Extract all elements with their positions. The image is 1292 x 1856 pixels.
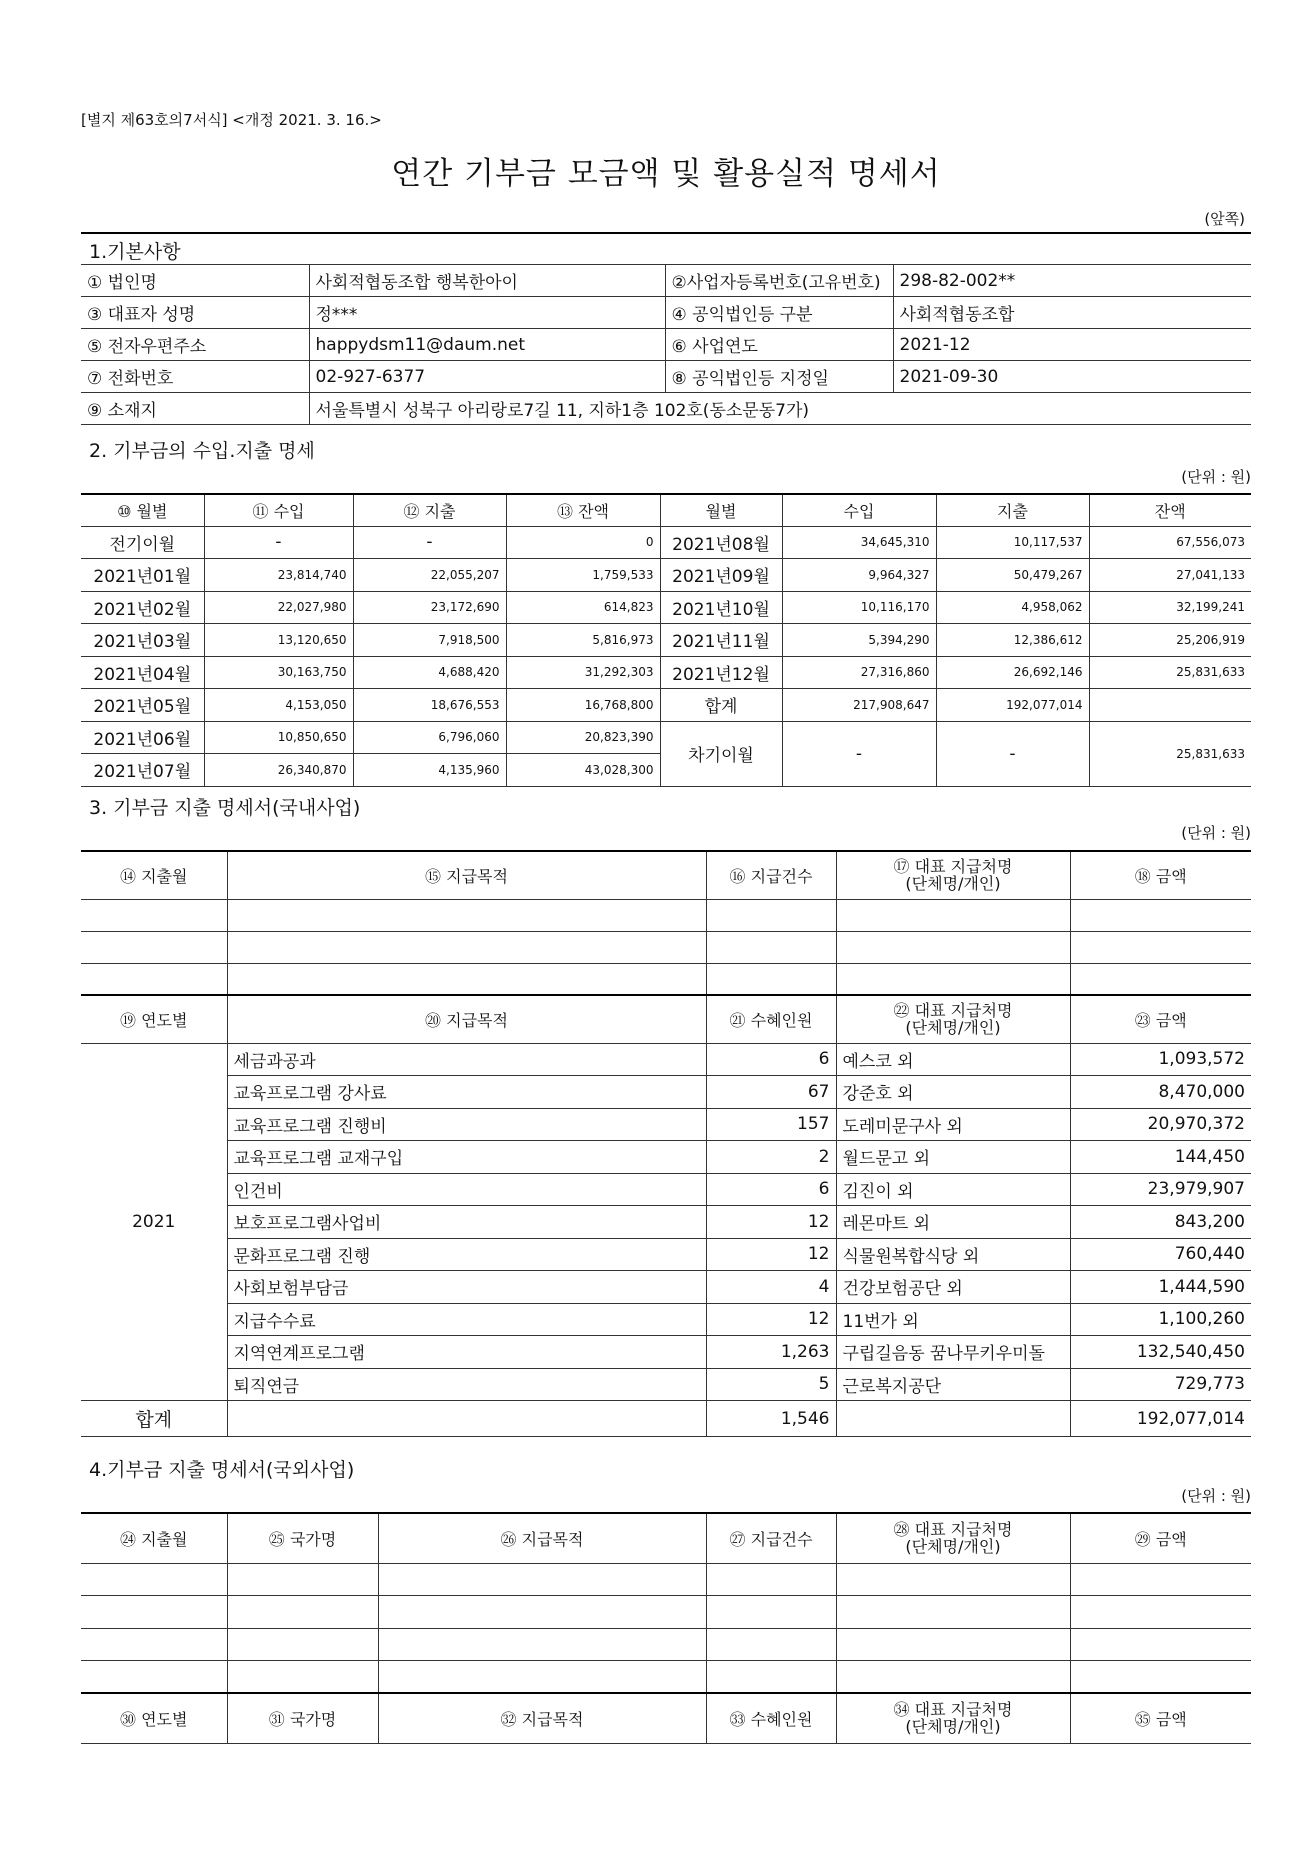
side-label: (앞쪽): [1204, 210, 1245, 228]
column-header: ⑭ 지출월: [81, 851, 227, 899]
purpose-cell: 지역연계프로그램: [227, 1336, 706, 1369]
header-line: ㉘ 대표 지급처명: [893, 1520, 1013, 1540]
empty-cell: [836, 899, 1070, 931]
balance-cell: 25,206,919: [1089, 624, 1251, 657]
basic-info-table: [81, 264, 1251, 425]
empty-cell: [81, 1628, 227, 1661]
balance-cell: 25,831,633: [1089, 656, 1251, 689]
income-cell: 10,850,650: [204, 721, 353, 754]
field-label: ④ 공익법인등 구분: [665, 297, 893, 329]
month-cell: 2021년06월: [81, 721, 204, 754]
month-cell: 2021년07월: [81, 754, 204, 787]
balance-cell: 1,759,533: [506, 559, 660, 592]
field-label: ③ 대표자 성명: [81, 297, 309, 329]
header-line: (단체명/개인): [905, 1018, 1001, 1038]
column-header: [836, 851, 1070, 899]
expense-cell: 192,077,014: [936, 689, 1089, 722]
payee-cell: 건강보험공단 외: [836, 1271, 1070, 1304]
month-cell: 2021년03월: [81, 624, 204, 657]
column-header: ㉜ 지급목적: [378, 1693, 706, 1743]
column-header: ⑯ 지급건수: [706, 851, 836, 899]
amount-cell: 843,200: [1070, 1206, 1251, 1239]
total-row: [81, 1401, 1251, 1437]
balance-cell: 67,556,073: [1089, 526, 1251, 559]
table-row: [81, 1173, 1251, 1206]
income-cell: 5,394,290: [782, 624, 936, 657]
column-header: ㉑ 수혜인원: [706, 995, 836, 1043]
amount-cell: 20,970,372: [1070, 1108, 1251, 1141]
month-cell: 2021년09월: [660, 559, 782, 592]
expense-cell: -: [353, 526, 506, 559]
empty-cell: [1070, 1596, 1251, 1629]
empty-cell: [1070, 931, 1251, 963]
expense-cell: 12,386,612: [936, 624, 1089, 657]
header-line: ㉞ 대표 지급처명: [893, 1700, 1013, 1720]
empty-row: [81, 1596, 1251, 1629]
month-cell: 2021년12월: [660, 656, 782, 689]
column-header: 잔액: [1089, 494, 1251, 526]
column-header: ⑲ 연도별: [81, 995, 227, 1043]
count-cell: 12: [706, 1206, 836, 1239]
header-row: [81, 995, 1251, 1043]
income-cell: 22,027,980: [204, 591, 353, 624]
empty-row: [81, 1628, 1251, 1661]
header-line: (단체명/개인): [905, 874, 1001, 894]
count-cell: 4: [706, 1271, 836, 1304]
table-row: [81, 1141, 1251, 1174]
income-cell: 10,116,170: [782, 591, 936, 624]
empty-row: [81, 1661, 1251, 1694]
expense-cell: 4,958,062: [936, 591, 1089, 624]
empty-cell: [1070, 1563, 1251, 1596]
empty-cell: [227, 1563, 378, 1596]
field-value: 사회적협동조합: [893, 297, 1251, 329]
empty-cell: [706, 1563, 836, 1596]
column-header: ㉚ 연도별: [81, 1693, 227, 1743]
empty-row: [81, 1563, 1251, 1596]
payee-cell: 11번가 외: [836, 1303, 1070, 1336]
empty-cell: [378, 1661, 706, 1694]
count-cell: 12: [706, 1238, 836, 1271]
header-row: [81, 494, 1251, 526]
table-row: [81, 559, 1251, 592]
empty-cell: [706, 931, 836, 963]
section-4-unit: (단위 : 원): [1181, 1487, 1251, 1505]
table-row: [81, 265, 1251, 297]
count-cell: 5: [706, 1368, 836, 1401]
column-header: [836, 1693, 1070, 1743]
empty-cell: [706, 899, 836, 931]
amount-cell: 132,540,450: [1070, 1336, 1251, 1369]
field-value: 298-82-002**: [893, 265, 1251, 297]
carry-expense-cell: -: [936, 721, 1089, 786]
payee-cell: 김진이 외: [836, 1173, 1070, 1206]
empty-cell: [1070, 1628, 1251, 1661]
empty-cell: [836, 931, 1070, 963]
empty-row: [81, 963, 1251, 995]
balance-cell: 5,816,973: [506, 624, 660, 657]
balance-cell: 31,292,303: [506, 656, 660, 689]
table-row: [81, 1043, 1251, 1076]
overseas-expense-table: [81, 1512, 1251, 1744]
table-row: [81, 393, 1251, 425]
month-cell: 2021년10월: [660, 591, 782, 624]
month-cell: 합계: [660, 689, 782, 722]
section-2-unit: (단위 : 원): [1181, 468, 1251, 486]
column-header: [836, 995, 1070, 1043]
income-cell: 23,814,740: [204, 559, 353, 592]
balance-cell: 27,041,133: [1089, 559, 1251, 592]
amount-cell: 23,979,907: [1070, 1173, 1251, 1206]
section-2-title: 2. 기부금의 수입.지출 명세: [89, 440, 315, 462]
empty-cell: [1070, 899, 1251, 931]
empty-cell: [227, 1661, 378, 1694]
payee-cell: 도레미문구사 외: [836, 1108, 1070, 1141]
balance-cell: 0: [506, 526, 660, 559]
field-value: happydsm11@daum.net: [309, 329, 665, 361]
empty-cell: [706, 1628, 836, 1661]
section-1-rule: [81, 232, 1251, 234]
amount-cell: 1,444,590: [1070, 1271, 1251, 1304]
header-line: ㉒ 대표 지급처명: [893, 1001, 1013, 1021]
table-row: [81, 297, 1251, 329]
column-header: ⑳ 지급목적: [227, 995, 706, 1043]
field-label: ⑦ 전화번호: [81, 361, 309, 393]
purpose-cell: 교육프로그램 진행비: [227, 1108, 706, 1141]
income-cell: 217,908,647: [782, 689, 936, 722]
header-row: [81, 851, 1251, 899]
empty-cell: [227, 931, 706, 963]
column-header: ㉗ 지급건수: [706, 1513, 836, 1563]
count-cell: 6: [706, 1173, 836, 1206]
table-row: [81, 1238, 1251, 1271]
count-cell: 67: [706, 1076, 836, 1109]
income-cell: 4,153,050: [204, 689, 353, 722]
column-header: ㉔ 지출월: [81, 1513, 227, 1563]
purpose-cell: 지급수수료: [227, 1303, 706, 1336]
field-label: ⑧ 공익법인등 지정일: [665, 361, 893, 393]
payee-cell: 근로복지공단: [836, 1368, 1070, 1401]
empty-cell: [836, 1596, 1070, 1629]
empty-cell: [1070, 1661, 1251, 1694]
empty-cell: [81, 1596, 227, 1629]
purpose-cell: 문화프로그램 진행: [227, 1238, 706, 1271]
column-header: 월별: [660, 494, 782, 526]
carry-income-cell: -: [782, 721, 936, 786]
payee-cell: 레몬마트 외: [836, 1206, 1070, 1239]
expense-cell: 4,688,420: [353, 656, 506, 689]
expense-cell: 26,692,146: [936, 656, 1089, 689]
column-header: ⑫ 지출: [353, 494, 506, 526]
empty-cell: [227, 1596, 378, 1629]
purpose-cell: 인건비: [227, 1173, 706, 1206]
month-cell: 2021년05월: [81, 689, 204, 722]
amount-cell: 8,470,000: [1070, 1076, 1251, 1109]
year-cell: 2021: [81, 1043, 227, 1401]
expense-cell: 10,117,537: [936, 526, 1089, 559]
domestic-expense-table: [81, 850, 1251, 1437]
amount-cell: 144,450: [1070, 1141, 1251, 1174]
column-header: ⑩ 월별: [81, 494, 204, 526]
table-row: [81, 1368, 1251, 1401]
payee-cell: 식물원복합식당 외: [836, 1238, 1070, 1271]
purpose-cell: 사회보험부담금: [227, 1271, 706, 1304]
balance-cell: 614,823: [506, 591, 660, 624]
empty-cell: [836, 1661, 1070, 1694]
expense-cell: 7,918,500: [353, 624, 506, 657]
header-line: (단체명/개인): [905, 1537, 1001, 1557]
form-note: [별지 제63호의7서식] <개정 2021. 3. 16.>: [81, 111, 382, 129]
empty-row: [81, 931, 1251, 963]
empty-cell: [81, 1563, 227, 1596]
field-value: 02-927-6377: [309, 361, 665, 393]
empty-cell: [81, 963, 227, 995]
count-cell: 12: [706, 1303, 836, 1336]
month-cell: 2021년04월: [81, 656, 204, 689]
purpose-cell: 교육프로그램 교재구입: [227, 1141, 706, 1174]
amount-cell: 1,093,572: [1070, 1043, 1251, 1076]
column-header: ⑪ 수입: [204, 494, 353, 526]
table-row: [81, 624, 1251, 657]
month-cell: 2021년02월: [81, 591, 204, 624]
income-cell: 30,163,750: [204, 656, 353, 689]
payee-cell: 강준호 외: [836, 1076, 1070, 1109]
total-amount: 192,077,014: [1070, 1401, 1251, 1437]
field-value: 정***: [309, 297, 665, 329]
page-title: 연간 기부금 모금액 및 활용실적 명세서: [391, 156, 941, 192]
balance-cell: [1089, 689, 1251, 722]
amount-cell: 760,440: [1070, 1238, 1251, 1271]
balance-cell: 32,199,241: [1089, 591, 1251, 624]
purpose-cell: 보호프로그램사업비: [227, 1206, 706, 1239]
column-header: ⑱ 금액: [1070, 851, 1251, 899]
column-header: ㉛ 국가명: [227, 1693, 378, 1743]
empty-cell: [836, 963, 1070, 995]
empty-cell: [836, 1563, 1070, 1596]
empty-cell: [227, 1628, 378, 1661]
empty-cell: [706, 963, 836, 995]
table-row: [81, 1303, 1251, 1336]
field-value: 서울특별시 성북구 아리랑로7길 11, 지하1층 102호(동소문동7가): [309, 393, 1251, 425]
payee-cell: 구립길음동 꿈나무키우미돌: [836, 1336, 1070, 1369]
expense-cell: 23,172,690: [353, 591, 506, 624]
income-cell: -: [204, 526, 353, 559]
section-3-unit: (단위 : 원): [1181, 824, 1251, 842]
column-header: ㉟ 금액: [1070, 1693, 1251, 1743]
section-3-title: 3. 기부금 지출 명세서(국내사업): [89, 797, 361, 819]
empty-cell: [81, 1661, 227, 1694]
total-count: 1,546: [706, 1401, 836, 1437]
expense-cell: 22,055,207: [353, 559, 506, 592]
empty-cell: [227, 1401, 706, 1437]
balance-cell: 20,823,390: [506, 721, 660, 754]
income-cell: 9,964,327: [782, 559, 936, 592]
field-label: ⑨ 소재지: [81, 393, 309, 425]
column-header: ㉖ 지급목적: [378, 1513, 706, 1563]
column-header: ㉙ 금액: [1070, 1513, 1251, 1563]
income-cell: 13,120,650: [204, 624, 353, 657]
amount-cell: 729,773: [1070, 1368, 1251, 1401]
empty-cell: [378, 1628, 706, 1661]
column-header: ㉕ 국가명: [227, 1513, 378, 1563]
total-label: 합계: [81, 1401, 227, 1437]
table-row: [81, 1271, 1251, 1304]
field-value: 2021-12: [893, 329, 1251, 361]
header-line: ⑰ 대표 지급처명: [893, 857, 1013, 877]
header-line: (단체명/개인): [905, 1717, 1001, 1737]
count-cell: 2: [706, 1141, 836, 1174]
field-value: 2021-09-30: [893, 361, 1251, 393]
amount-cell: 1,100,260: [1070, 1303, 1251, 1336]
column-header: 수입: [782, 494, 936, 526]
empty-cell: [81, 899, 227, 931]
empty-cell: [836, 1401, 1070, 1437]
column-header: ㉓ 금액: [1070, 995, 1251, 1043]
income-cell: 27,316,860: [782, 656, 936, 689]
section-1-title: 1.기본사항: [89, 241, 181, 263]
carry-month-cell: 차기이월: [660, 721, 782, 786]
empty-cell: [227, 963, 706, 995]
expense-cell: 6,796,060: [353, 721, 506, 754]
count-cell: 6: [706, 1043, 836, 1076]
month-cell: 2021년08월: [660, 526, 782, 559]
empty-cell: [1070, 963, 1251, 995]
balance-cell: 43,028,300: [506, 754, 660, 787]
header-row: [81, 1513, 1251, 1563]
carry-balance-cell: 25,831,633: [1089, 721, 1251, 786]
expense-cell: 18,676,553: [353, 689, 506, 722]
field-label: ① 법인명: [81, 265, 309, 297]
month-cell: 2021년01월: [81, 559, 204, 592]
expense-cell: 50,479,267: [936, 559, 1089, 592]
header-row: [81, 1693, 1251, 1743]
field-label: ②사업자등록번호(고유번호): [665, 265, 893, 297]
table-row: [81, 689, 1251, 722]
empty-cell: [836, 1628, 1070, 1661]
column-header: ㉝ 수혜인원: [706, 1693, 836, 1743]
column-header: ⑮ 지급목적: [227, 851, 706, 899]
payee-cell: 예스코 외: [836, 1043, 1070, 1076]
section-4-title: 4.기부금 지출 명세서(국외사업): [89, 1459, 355, 1481]
payee-cell: 월드문고 외: [836, 1141, 1070, 1174]
purpose-cell: 세금과공과: [227, 1043, 706, 1076]
column-header: ⑬ 잔액: [506, 494, 660, 526]
income-cell: 26,340,870: [204, 754, 353, 787]
balance-cell: 16,768,800: [506, 689, 660, 722]
column-header: 지출: [936, 494, 1089, 526]
table-row: [81, 1206, 1251, 1239]
expense-cell: 4,135,960: [353, 754, 506, 787]
empty-cell: [706, 1661, 836, 1694]
table-row: [81, 721, 1251, 754]
count-cell: 157: [706, 1108, 836, 1141]
empty-cell: [706, 1596, 836, 1629]
empty-cell: [81, 931, 227, 963]
month-cell: 2021년11월: [660, 624, 782, 657]
income-cell: 34,645,310: [782, 526, 936, 559]
column-header: [836, 1513, 1070, 1563]
table-row: [81, 361, 1251, 393]
field-value: 사회적협동조합 행복한아이: [309, 265, 665, 297]
table-row: [81, 1108, 1251, 1141]
table-row: [81, 1076, 1251, 1109]
table-row: [81, 526, 1251, 559]
count-cell: 1,263: [706, 1336, 836, 1369]
empty-cell: [227, 899, 706, 931]
purpose-cell: 교육프로그램 강사료: [227, 1076, 706, 1109]
empty-row: [81, 899, 1251, 931]
income-expense-table: [81, 493, 1251, 787]
table-row: [81, 591, 1251, 624]
table-row: [81, 1336, 1251, 1369]
table-row: [81, 656, 1251, 689]
empty-cell: [378, 1563, 706, 1596]
table-row: [81, 329, 1251, 361]
empty-cell: [378, 1596, 706, 1629]
field-label: ⑤ 전자우편주소: [81, 329, 309, 361]
field-label: ⑥ 사업연도: [665, 329, 893, 361]
month-cell: 전기이월: [81, 526, 204, 559]
purpose-cell: 퇴직연금: [227, 1368, 706, 1401]
